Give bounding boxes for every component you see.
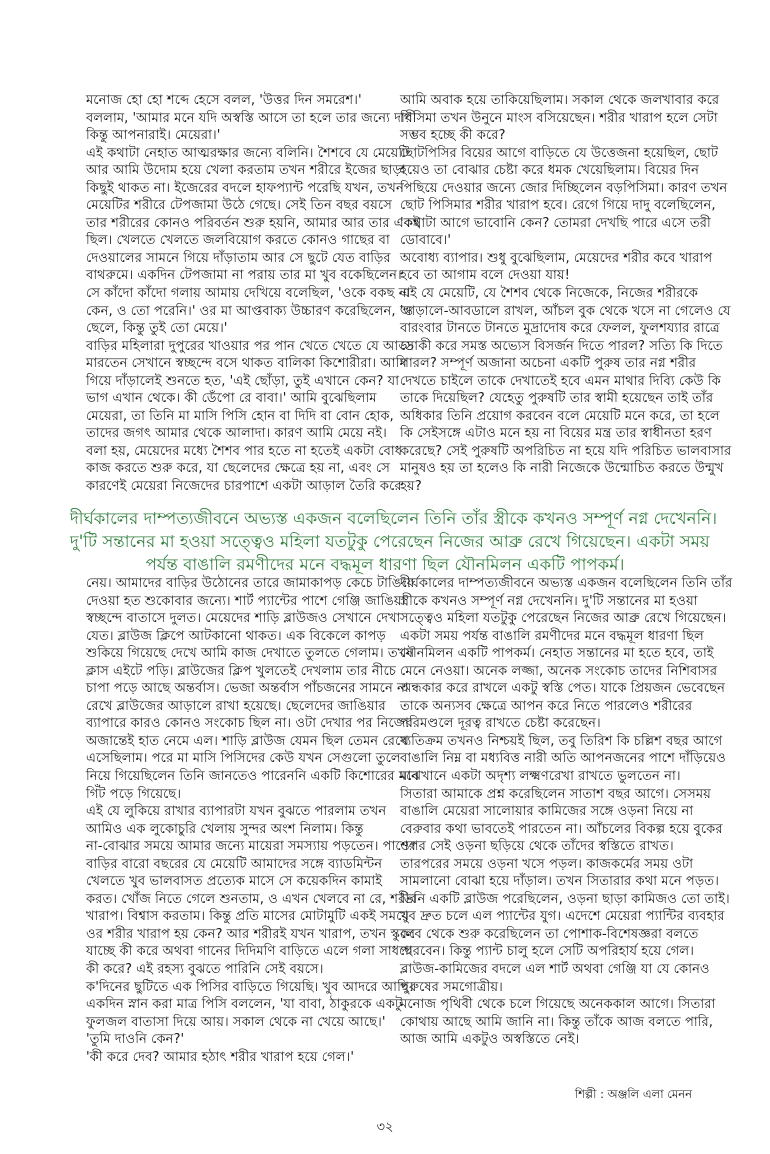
text-line: সিতারা আমাকে প্রশ্ন করেছিলেন সাতাশ বছর আগে। সেসময়	[400, 786, 711, 802]
text-line: ব্লাউজ-কামিজের বদলে এল শার্ট অথবা গেঞ্জি যা যে কোনও	[400, 962, 710, 978]
text-line: গিঁট পড়ে গিয়েছে।	[86, 786, 182, 802]
text-line: তাকে অন্যসব ক্ষেত্রে আপন করে নিতে পারলেও শরীরের	[400, 698, 693, 714]
text-line: বললাম, 'আমার মনে যদি অস্বস্তি আসে তা হলে তার জন্যে দায়ী	[86, 110, 417, 126]
text-line: দু'টি সন্তানের মা হওয়া সত্ত্বেও মহিলা যতটুকু পেরেছেন নিজের আব্রু রেখে গিয়েছেন। একটা সময়	[70, 532, 710, 551]
text-line: ফুলজল বাতাসা দিয়ে আয়। সকাল থেকে না খেয়ে আছে।'	[86, 1014, 386, 1030]
text-line: খেলতে খুব ভালবাসত প্রত্যেক মাসে সে কয়েকদিন কামাই	[86, 874, 383, 890]
text-line: চাপা পড়ে আছে অন্তর্বাস। ভেজা অন্তর্বাস পাঁচজনের সামনে না	[86, 681, 409, 697]
text-line: দেওয়ালের সামনে গিয়ে দাঁড়াতাম আর সে ছুটে যেত বাড়ির	[86, 250, 391, 266]
text-line: বাঙালি মেয়েরা সালোয়ার কামিজের সঙ্গে ওড়না নিয়ে না	[400, 804, 694, 820]
text-line: তারপরের সময়ে ওড়না খসে পড়ল। কাজকর্মের সময় ওটা	[400, 856, 694, 872]
text-line: দীর্ঘকালের দাম্পত্যজীবনে অভ্যস্ত একজন বলেছিলেন তিনি তাঁর	[400, 576, 733, 591]
text-line: খুব দ্রুত চলে এল প্যান্টের যুগ। এদেশে মেয়েরা প্যান্টির ব্যবহার	[400, 909, 725, 925]
text-line: কী করে? এই রহস্য বুঝতে পারিনি সেই বয়সে।	[86, 962, 324, 978]
text-line: যেত। ব্লাউজ ক্লিপে আটকানো থাকত। এক বিকেলে কাপড়	[86, 628, 386, 644]
text-line: ছোটপিসির বিয়ের আগে বাড়িতে যে উত্তেজনা হয়েছিল, ছোট	[400, 145, 719, 161]
text-line: বারংবার টানতে টানতে মুদ্রাদোষ করে ফেলল, ফুলশয্যার রাত্রে	[400, 321, 720, 337]
text-line: কি সেইসঙ্গে এটাও মনে হয় না বিয়ের মন্ত্র তার স্বাধীনতা হরণ	[400, 426, 712, 442]
text-line: রেখে ব্লাউজের আড়ালে রাখা হয়েছে। ছেলেদের জাঙিয়ার	[86, 698, 386, 714]
text-line: স্ত্রীকে কখনও সম্পূর্ণ নগ্ন দেখেননি। দু'টি সন্তানের মা হওয়া	[400, 593, 698, 609]
text-line: হবে তা আগাম বলে দেওয়া যায়!	[400, 268, 570, 284]
text-line: ক'দিনের ছুটিতে এক পিসির বাড়িতে গিয়েছি। খুব আদরে আছি।	[86, 979, 414, 995]
text-line: কিন্তু আপনারাই। মেয়েরা।'	[86, 128, 221, 144]
text-line: 'কী করে দেব? আমার হঠাৎ শরীর খারাপ হয়ে গেল।'	[86, 1049, 354, 1065]
text-line: কিছুই থাকত না। ইজেরের বদলে হাফপ্যান্ট পরেছি যখন, তখন	[86, 180, 404, 196]
text-line: হয়?	[400, 479, 422, 495]
text-line: মেয়েটির শরীরে টেপজামা উঠে গেছে। সেই তিন বছর বয়সে	[86, 198, 392, 214]
text-line: তার শরীরের কোনও পরিবর্তন শুরু হয়নি, আমার আর তার একই	[86, 215, 420, 231]
text-line: করেছে? সেই পুরুষটি অপরিচিত না হয়ে যদি পরিচিত ভালবাসার	[400, 443, 732, 459]
text-line: মানুষও হয় তা হলেও কি নারী নিজেকে উন্মোচিত করতে উন্মুখ	[400, 461, 724, 477]
text-line: দীর্ঘকালের দাম্পত্যজীবনে অভ্যস্ত একজন বলেছিলেন তিনি তাঁর স্ত্রীকে কখনও সম্পূর্ণ নগ্ন দেখেননি।	[70, 509, 718, 528]
text-line: 'তুমি দাওনি কেন?'	[86, 1032, 185, 1048]
text-line: বাড়ির বারো বছরের যে মেয়েটি আমাদের সঙ্গে ব্যাডমিন্টন	[86, 856, 383, 872]
text-line: ক্লাস এইটে পড়ি। ব্লাউজের ক্লিপ খুলতেই দেখলাম তার নীচে	[86, 663, 396, 679]
text-line: সত্ত্বেও মহিলা যতটুকু পেরেছেন নিজের আব্রু রেখে গিয়েছেন।	[400, 611, 727, 627]
text-line: তাদের জগৎ আমার থেকে আলাদা। কারণ আমি মেয়ে নই।	[86, 426, 387, 442]
article-column-top-left	[86, 92, 420, 496]
text-line: তিনি একটি ব্লাউজ পরেছিলেন, ওড়না ছাড়া কামিজও তো তাই।	[400, 891, 730, 907]
text-line: এই যে মেয়েটি, যে শৈশব থেকে নিজেকে, নিজের শরীরকে	[400, 286, 698, 302]
text-line: এই কথাটা নেহাত আত্মরক্ষার জন্যে বলিনি। শৈশবে যে মেয়েটি	[86, 145, 410, 161]
text-line: অধিকার তিনি প্রয়োগ করবেন বলে মেয়েটি মনে করে, তা হলে	[400, 408, 720, 424]
text-line: পারবেন। কিন্তু প্যান্ট চালু হলে সেটি অপরিহার্য হয়ে গেল।	[400, 944, 694, 960]
text-line: কাজ করতে শুরু করে, যা ছেলেদের ক্ষেত্রে হয় না, এবং সে	[86, 461, 390, 477]
text-line: 'কথাটা আগে ভাবোনি কেন? তোমরা দেখছি পারে এসে তরী	[400, 215, 711, 231]
text-line: বেরুবার কথা ভাবতেই পারতেন না। আঁচলের বিকল্প হয়ে বুকের	[400, 821, 723, 837]
text-line: অজান্তেই হাত নেমে এল। শাড়ি ব্লাউজ যেমন ছিল তেমন রেখে	[86, 733, 409, 749]
text-line: ছোট পিসিমার শরীর খারাপ হবে। রেগে গিয়ে দাদু বলেছিলেন,	[400, 198, 716, 214]
text-line: নিয়ে গিয়েছিলেন তিনি জানতেও পারেননি একটি কিশোরের মনে	[86, 769, 420, 785]
text-line: আমি অবাক হয়ে তাকিয়েছিলাম। সকাল থেকে জলখাবার করে	[400, 93, 720, 108]
text-line: সামলানো বোঝা হয়ে দাঁড়াল। তখন সিতারার কথা মনে পড়ত।	[400, 874, 719, 890]
artist-credit: শিল্পী : অঞ্জলি এলা মেনন	[574, 1087, 692, 1101]
text-line: কারণেই মেয়েরা নিজেদের চারপাশে একটা আড়াল তৈরি করে	[86, 479, 402, 495]
text-line: পুরুষের সমগোত্রীয়।	[400, 979, 503, 995]
text-line: মেনে নেওয়া। অনেক লজ্জা, অনেক সংকোচ তাদের নিশিবাসর	[400, 663, 718, 679]
text-line: এসেছিলাম। পরে মা মাসি পিসিদের কেউ যখন সেগুলো তুলে	[86, 751, 401, 767]
text-line: সে কাঁদো কাঁদো গলায় আমায় দেখিয়ে বলেছিল, 'ওকে বকছ না	[86, 286, 411, 302]
text-line: শুকিয়ে গিয়েছে দেখে আমি কাজ দেখাতে তুলতে গেলাম। তখন	[86, 646, 415, 662]
text-line: কেন, ও তো পরেনি।' ওর মা আপ্তবাক্য উচ্চারণ করেছিলেন, 'ও	[86, 303, 414, 319]
text-line: বাঙালি নিম্ন বা মধ্যবিত্ত নারী অতি আপনজনের পাশে দাঁড়িয়েও	[400, 751, 726, 767]
text-line: যৌনমিলন একটি পাপকর্ম। নেহাত সন্তানের মা হতে হবে, তাই	[400, 646, 714, 662]
text-line: মাঝখানে একটা অদৃশ্য লক্ষ্মণরেখা রাখতে ভুলতেন না।	[400, 769, 681, 785]
text-line: ব্যতিক্রম তখনও নিশ্চয়ই ছিল, তবু তিরিশ কি চল্লিশ বছর আগে	[400, 733, 723, 749]
text-line: খারাপ। বিশ্বাস করতাম। কিন্তু প্রতি মাসের মোটামুটি একই সময়ে	[86, 909, 410, 925]
page-number: ৩২	[376, 1120, 394, 1135]
text-line: হয়েও তা বোঝার চেষ্টা করে ধমক খেয়েছিলাম। বিয়ের দিন	[400, 163, 699, 179]
text-line: ওর শরীর খারাপ হয় কেন? আর শরীরই যখন খারাপ, তখন স্কুলে	[86, 926, 416, 942]
text-line: ওপর সেই ওড়না ছড়িয়ে থেকে তাঁদের স্বস্তিতে রাখত।	[400, 839, 674, 855]
text-line: একদিন স্নান করা মাত্র পিসি বললেন, 'যা বাবা, ঠাকুরকে একটু	[86, 997, 403, 1013]
article-column-bottom-right	[400, 575, 733, 1049]
text-line: অন্ধকার করে রাখলে একটু স্বস্তি পেত। যাকে প্রিয়জন ভেবেছেন	[400, 681, 725, 697]
text-line: আজ আমি একটুও অস্বস্তিতে নেই।	[400, 1032, 580, 1048]
text-line: দেখতে চাইলে তাকে দেখাতেই হবে এমন মাথার দিব্যি কেউ কি	[400, 373, 721, 389]
text-line: মারতেন সেখানে স্বচ্ছন্দে বসে থাকত বালিকা কিশোরীরা। আমি	[86, 356, 407, 372]
text-line: ভাগ এখান থেকে। কী ডেঁপো রে বাবা।' আমি বুঝেছিলাম	[86, 391, 377, 407]
text-line: গিয়ে দাঁড়ালেই শুনতে হত, 'এই ছোঁড়া, তুই এখানে কেন? যা	[86, 373, 400, 389]
pull-quote	[70, 507, 718, 576]
text-line: মনোজ পৃথিবী থেকে চলে গিয়েছে অনেককাল আগে। সিতারা	[400, 997, 716, 1013]
text-line: কোথায় আছে আমি জানি না। কিন্তু তাঁকে আজ বলতে পারি,	[400, 1014, 713, 1030]
article-column-bottom-left	[86, 575, 420, 1066]
text-line: তাকে দিয়েছিল? যেহেতু পুরুষটি তার স্বামী হয়েছেন তাই তাঁর	[400, 391, 714, 407]
text-line: স্বচ্ছন্দে বাতাসে দুলত। মেয়েদের শাড়ি ব্লাউজও সেখানে দেখা	[86, 611, 401, 627]
text-line: সে কী করে সমস্ত অভ্যেস বিসর্জন দিতে পারল? সত্যি কি দিতে	[400, 338, 723, 354]
text-line: সম্ভব হচ্ছে কী করে?	[400, 128, 506, 144]
text-line: নেয়। আমাদের বাড়ির উঠোনের তারে জামাকাপড় কেচে টাঙিয়ে	[86, 576, 415, 591]
text-line: ব্যাপারে কারও কোনও সংকোচ ছিল না। ওটা দেখার পর নিজের	[86, 716, 413, 732]
text-line: ডোবাবে।'	[400, 233, 452, 249]
text-line: করত। খোঁজ নিতে গেলে শুনতাম, ও এখন খেলবে না রে, শরীর	[86, 891, 417, 907]
text-line: আর আমি উদোম হয়ে খেলা করতাম তখন শরীরে ইজের ছাড়া	[86, 163, 406, 179]
text-line: মেয়েরা, তা তিনি মা মাসি পিসি হোন বা দিদি বা বোন হোক,	[86, 408, 394, 424]
text-line: বাথরুমে। একদিন টেপজামা না পরায় তার মা খুব বকেছিলেন।	[86, 268, 402, 284]
text-line: পিসিমা তখন উনুনে মাংস বসিয়েছেন। শরীর খারাপ হলে সেটা	[400, 110, 718, 126]
text-line: মনোজ হো হো শব্দে হেসে বলল, 'উত্তর দিন সমরেশ।'	[86, 93, 362, 108]
text-line: পিছিয়ে দেওয়ার জন্যে জোর দিচ্ছিলেন বড়পিসিমা। কারণ তখন	[400, 180, 728, 196]
text-line: না-বোঝার সময়ে আমার জন্যে মায়েরা সমস্যায় পড়তেন। পাশের	[86, 839, 416, 855]
text-line: অবোধ্য ব্যাপার। শুধু বুঝেছিলাম, মেয়েদের শরীর কবে খারাপ	[400, 250, 713, 266]
text-line: ছেলে, কিন্তু তুই তো মেয়ে।'	[86, 321, 228, 337]
text-line: যাচ্ছে কী করে অথবা গানের দিদিমণি বাড়িতে এলে গলা সাধছে	[86, 944, 413, 960]
text-line: আমিও এক লুকোচুরি খেলায় সুন্দর অংশ নিলাম। কিন্তু	[86, 821, 364, 837]
text-line: ছিল। খেলতে খেলতে জলবিয়োগ করতে কোনও গাছের বা	[86, 233, 390, 249]
text-line: আড়ালে-আবডালে রাখল, আঁচল বুক থেকে খসে না গেলেও যে	[400, 303, 731, 319]
text-line: পারল? সম্পূর্ণ অজানা অচেনা একটি পুরুষ তার নগ্ন শরীর	[400, 356, 697, 372]
text-line: পরিমণ্ডলে দূরত্ব রাখতে চেষ্টা করেছেন।	[400, 716, 601, 732]
text-line: পর্যন্ত বাঙালি রমণীদের মনে বদ্ধমূল ধারণা ছিল যৌনমিলন একটি পাপকর্ম।	[145, 555, 625, 574]
text-line: দেওয়া হত শুকোবার জন্যে। শার্ট প্যান্টের পাশে গেঞ্জি জাঙিয়া	[86, 593, 406, 609]
text-line: বাড়ির মহিলারা দুপুরের খাওয়ার পর পান খেতে খেতে যে আড্ডা	[86, 338, 419, 354]
text-line: কবে থেকে শুরু করেছিলেন তা পোশাক-বিশেষজ্ঞরা বলতে	[400, 926, 699, 942]
text-line: বলা হয়, মেয়েদের মধ্যে শৈশব পার হতে না হতেই একটা বোধ	[86, 443, 403, 459]
text-line: এই যে লুকিয়ে রাখার ব্যাপারটা যখন বুঝতে পারলাম তখন	[86, 804, 387, 820]
text-line: একটা সময় পর্যন্ত বাঙালি রমণীদের মনে বদ্ধমূল ধারণা ছিল	[400, 628, 704, 644]
article-column-top-right	[400, 92, 732, 496]
